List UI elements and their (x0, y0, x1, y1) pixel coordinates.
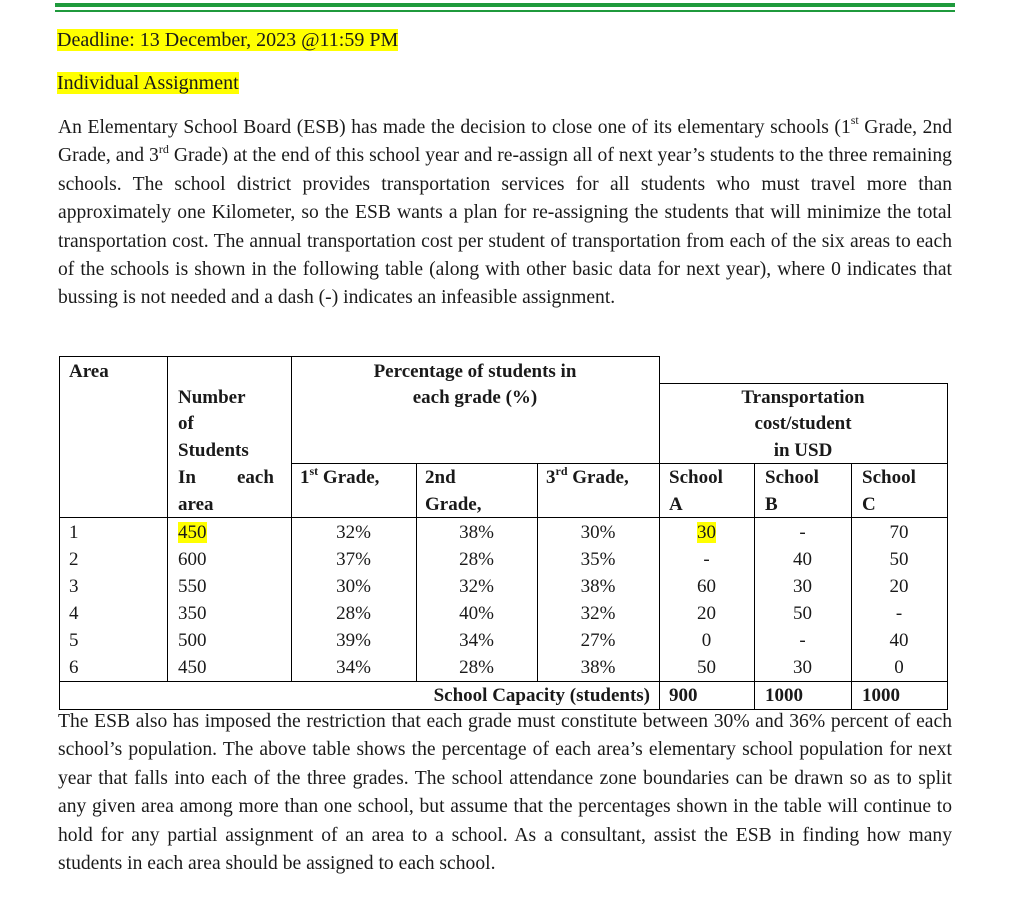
conclusion-paragraph: The ESB also has imposed the restriction that each grade must constitute between 30% and 36% percent of each school’s population. The above table shows the percentage of each area’s elementary school population for next year that falls into each of the three grades. The school attendance zone boundaries can be drawn so as to split any given area among more than one school, but assume that the percentages shown in the table will continue to hold for any partial assignment of an area to a school. As a consultant, assist the ESB in finding how many students in each area should be assigned to each school. (58, 711, 952, 875)
cost-a-cell: 30 (697, 522, 716, 543)
table-border (59, 356, 60, 710)
grade2-cell: 28% (459, 549, 494, 570)
cost-a-cell: 0 (701, 630, 712, 651)
grade2-cell: 34% (459, 630, 494, 651)
deadline-text: Deadline: 13 December, 2023 @11:59 PM (57, 29, 399, 51)
cost-a-cell: 60 (697, 576, 716, 597)
cost-header: Transportation (741, 387, 865, 408)
grade3-cell: 30% (580, 522, 616, 543)
students-header: of (178, 413, 194, 434)
school-b-header: School (765, 467, 819, 488)
cost-b-cell: - (799, 522, 806, 543)
school-c-header: School (862, 467, 916, 488)
table-border (659, 383, 948, 384)
students-header: area (178, 494, 214, 515)
area-cell: 6 (69, 657, 79, 678)
cost-c-cell: 0 (894, 657, 904, 678)
grade2-cell: 28% (459, 657, 494, 678)
cost-c-cell: 40 (889, 630, 909, 651)
grade2-header: 2nd (425, 467, 456, 488)
students-cell: 550 (178, 576, 207, 597)
area-cell: 4 (69, 603, 79, 624)
area-cell: 2 (69, 549, 79, 570)
students-cell: 600 (178, 549, 207, 570)
grade3-cell: 38% (580, 657, 616, 678)
grade1-cell: 30% (336, 576, 371, 597)
cost-header: cost/student (754, 413, 852, 434)
cost-a-cell: 50 (697, 657, 716, 678)
grade3-cell: 32% (580, 603, 616, 624)
students-header: each (237, 467, 274, 488)
table-border (167, 356, 168, 682)
capacity-c: 1000 (862, 685, 900, 706)
school-c-header: C (862, 494, 876, 515)
school-a-header: A (669, 494, 683, 515)
grade1-cell: 34% (336, 657, 371, 678)
cost-b-cell: 40 (793, 549, 812, 570)
students-cell: 450 (178, 657, 207, 678)
assignment-type-text: Individual Assignment (57, 72, 239, 94)
cost-b-cell: 30 (793, 576, 812, 597)
cost-a-cell: 20 (697, 603, 716, 624)
cost-c-cell: - (895, 603, 903, 624)
cost-header: in USD (773, 440, 833, 461)
data-table (59, 356, 948, 710)
grade1-cell: 28% (336, 603, 371, 624)
students-cell: 350 (178, 603, 207, 624)
cost-b-cell: - (799, 630, 806, 651)
area-cell: 1 (69, 522, 79, 543)
area-cell: 5 (69, 630, 79, 651)
grade3-header: 3rd Grade, (546, 463, 629, 488)
intro-paragraph: An Elementary School Board (ESB) has made the decision to close one of its elementary schools (1st Grade, 2nd Grade, and 3rd Grade) at the end of this school year and re-assign all of next year’s students to the three remaining schools. The school district provides transportation services for all students who must travel more than approximately one Kilometer, so the ESB wants a plan for re-assigning the students that will minimize the total transportation cost. The annual transportation cost per student of transportation from each of the six areas to each of the schools is shown in the following table (along with other basic data for next year), where 0 indicates that bussing is not needed and a dash (-) indicates an infeasible assignment. (58, 113, 953, 309)
students-header: In (178, 467, 196, 488)
students-header: Number (178, 387, 246, 408)
deadline-line (57, 27, 398, 53)
cost-b-cell: 50 (793, 603, 812, 624)
students-cell: 500 (178, 630, 207, 651)
grade3-cell: 38% (580, 576, 616, 597)
percentage-header: Percentage of students in (373, 361, 577, 382)
percentage-header: each grade (%) (412, 387, 538, 408)
area-header: Area (69, 361, 109, 382)
table-border (291, 463, 660, 464)
students-header: Students (178, 440, 249, 461)
table-border (59, 681, 948, 682)
cost-c-cell: 50 (889, 549, 909, 570)
grade2-cell: 32% (459, 576, 494, 597)
capacity-a: 900 (669, 685, 698, 706)
capacity-b: 1000 (765, 685, 803, 706)
students-cell: 450 (178, 522, 207, 543)
table-border (59, 356, 660, 357)
school-b-header: B (765, 494, 778, 515)
table-border (947, 383, 948, 710)
cost-c-cell: 20 (889, 576, 909, 597)
school-a-header: School (669, 467, 723, 488)
cost-a-cell: - (703, 549, 710, 570)
top-rule-thick (55, 3, 955, 7)
cost-b-cell: 30 (793, 657, 812, 678)
grade3-cell: 27% (580, 630, 616, 651)
grade1-cell: 32% (336, 522, 371, 543)
grade1-cell: 39% (336, 630, 371, 651)
cost-c-cell: 70 (889, 522, 909, 543)
grade2-header: Grade, (425, 494, 482, 515)
grade2-cell: 40% (459, 603, 494, 624)
top-rule-thin (55, 10, 955, 12)
grade3-cell: 35% (580, 549, 616, 570)
area-cell: 3 (69, 576, 79, 597)
grade2-cell: 38% (459, 522, 494, 543)
grade1-cell: 37% (336, 549, 371, 570)
capacity-label: School Capacity (students) (433, 685, 650, 706)
assignment-type-line (57, 70, 239, 96)
grade1-header: 1st Grade, (300, 463, 380, 488)
